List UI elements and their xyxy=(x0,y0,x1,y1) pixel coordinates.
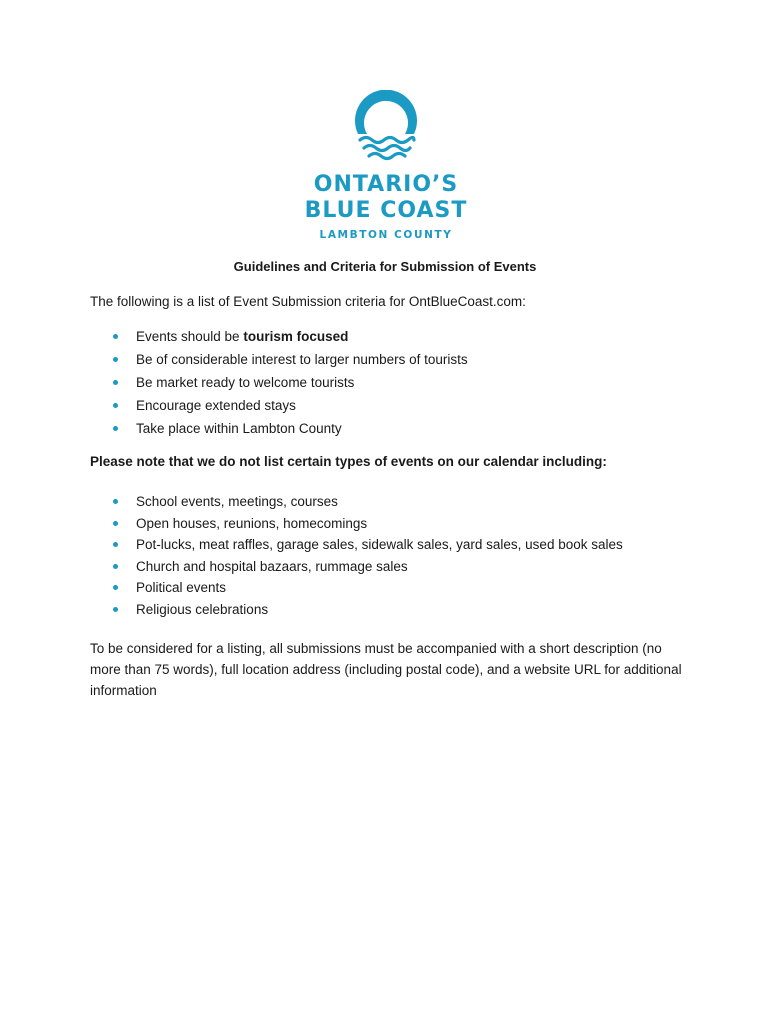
criteria-list xyxy=(90,327,468,442)
logo-wordmark-line3: LAMBTON COUNTY xyxy=(319,229,453,241)
list-item: Be of considerable interest to larger numbers of tourists xyxy=(90,350,468,373)
document-title: Guidelines and Criteria for Submission of Events xyxy=(233,259,537,274)
list-item: Events should be tourism focused xyxy=(90,327,468,350)
bullet-icon xyxy=(113,403,118,408)
bullet-icon xyxy=(113,564,118,569)
list-item: Church and hospital bazaars, rummage sales xyxy=(90,557,623,579)
closing-paragraph: To be considered for a listing, all submissions must be accompanied with a short description (no more than 75 words), full location address (including postal code), and a website URL for additional information xyxy=(90,641,682,698)
list-item: Pot-lucks, meat raffles, garage sales, sidewalk sales, yard sales, used book sales xyxy=(90,535,623,557)
list-item: Religious celebrations xyxy=(90,600,623,622)
ontarios-blue-coast-logo xyxy=(296,90,476,245)
sun-over-water-icon xyxy=(296,90,476,168)
list-item: Take place within Lambton County xyxy=(90,419,468,442)
bullet-icon xyxy=(113,380,118,385)
list-item: Encourage extended stays xyxy=(90,396,468,419)
bullet-icon xyxy=(113,585,118,590)
list-item: Be market ready to welcome tourists xyxy=(90,373,468,396)
bullet-icon xyxy=(113,499,118,504)
intro-paragraph: The following is a list of Event Submission criteria for OntBlueCoast.com: xyxy=(90,294,526,309)
bullet-icon xyxy=(113,357,118,362)
bullet-icon xyxy=(113,334,118,339)
logo-wordmark-line1: ONTARIO’S xyxy=(313,172,459,197)
list-item: School events, meetings, courses xyxy=(90,492,623,514)
bullet-icon xyxy=(113,426,118,431)
bullet-icon xyxy=(113,542,118,547)
logo-wordmark-line2: BLUE COAST xyxy=(304,198,468,223)
bullet-icon xyxy=(113,607,118,612)
exclusions-list xyxy=(90,492,623,621)
list-item: Political events xyxy=(90,578,623,600)
bullet-icon xyxy=(113,521,118,526)
list-item: Open houses, reunions, homecomings xyxy=(90,514,623,536)
exclusion-note: Please note that we do not list certain types of events on our calendar including: xyxy=(90,454,607,469)
